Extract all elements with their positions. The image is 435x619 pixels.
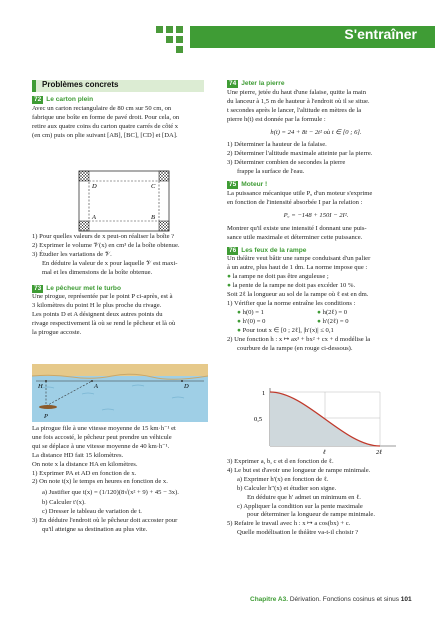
text-line: Soit 2ℓ la longueur au sol de la rampe où ℓ est en dm. [227,291,369,299]
condition: Pour tout x ∈ [0 ; 2ℓ], |h′(x)| ≤ 0,1 [242,326,334,334]
text-line: qui se déplace à une vitesse moyenne de 40 km·h⁻¹. [32,442,170,450]
page-title: S'entraîner [344,26,417,42]
text-line: Avec un carton rectangulaire de 80 cm sur 50 cm, on [32,104,172,112]
exercise-number: 72 [34,96,42,103]
bullet-text: la pente de la rampe ne doit pas excéder 10 %. [232,282,356,290]
point-label-p: P [44,413,48,420]
question: 5) Refaire le travail avec h : x ↦ a cos(bx) + c. [227,520,351,528]
question: 4) Le but est d'avoir une longueur de rampe minimale. [227,466,371,474]
question-cont: En déduire que h′ admet un minimum en ℓ. [247,493,361,501]
formula: h(t) = 24 + 8t − 2t² où t ∈ [0 ; 6]. [270,128,362,136]
exercise-number: 76 [229,246,237,254]
question: 3) Exprimer a, b, c et d en fonction de ℓ. [227,458,334,465]
exercise-number: 75 [229,181,237,189]
text-line: à un autre, plus haut de 1 dm. La norme impose que : [227,264,368,272]
question-cont: mal et les dimensions de la boîte obtenue. [42,268,153,276]
x-tick-l: ℓ [323,449,326,456]
deco-square [176,26,183,33]
left-column-bottom [32,425,210,535]
point-label-a: A [92,214,96,221]
exercise-title: Moteur ! [241,181,268,189]
text-line: 3 kilomètres du point H le plus proche du rivage. [32,302,162,310]
text-line: une fois accosté, le pêcheur peut prendre un véhicule [32,433,172,441]
text-line: Les points D et A désignent deux autres points du [32,311,163,319]
exercise-title: Le carton plein [46,96,94,103]
condition: h′(0) = 0 [242,317,266,325]
text-line: La puissance mécanique utile Pᵤ d'un moteur s'exprime [227,189,373,197]
section-header [32,80,204,92]
point-label-a: A [94,383,98,390]
text-line: Montrer qu'il existe une intensité I donnant une puis- [227,224,367,232]
question: 2) On note t(x) le temps en heures en fonction de x. [32,478,168,486]
text-line: Un théâtre veut bâtir une rampe conduisant d'un palier [227,255,371,263]
formula: Pᵤ = −148 + 150I − 2I². [283,211,349,219]
question: 1) Déterminer la hauteur de la falaise. [227,141,327,149]
deco-square [166,36,173,43]
question-sub: a) Exprimer h′(x) en fonction de ℓ. [237,475,329,483]
carton-figure [78,170,170,232]
text-line: On note x la distance HA en kilomètres. [32,460,138,468]
question-sub: b) Calculer t′(x). [42,499,86,507]
question: 3) Déterminer combien de secondes la pierre [227,159,346,167]
point-label-c: C [151,183,156,190]
left-column-questions [32,233,210,338]
text-line: Une pirogue, représentée par le point P ci-après, est à [32,293,173,301]
right-column [227,80,405,354]
footer-title: Dérivation. Fonctions cosinus et sinus [289,596,399,603]
question: 2) Une fonction h : x ↦ ax³ + bx² + cx + d modélise la [227,335,371,343]
y-tick-1: 1 [262,390,266,397]
question-sub: a) Justifier que t(x) = (1/120)(8√(x² + 9) + 45 − 3x). [42,489,179,497]
x-tick-2l: 2ℓ [376,449,382,456]
y-tick-05: 0,5 [254,416,263,423]
question: 1) Vérifier que la norme entraîne les conditions : [227,299,356,307]
text-line: sance utile maximale et déterminer cette puissance. [227,233,363,241]
bullet-icon: ● [237,308,243,316]
question: 2) Exprimer le volume 𝒱(x) en cm³ de la boîte obtenue. [32,241,180,249]
bullet-text: la rampe ne doit pas être anguleuse ; [232,273,329,281]
pirogue-figure [32,364,208,422]
condition: h(2ℓ) = 0 [322,308,348,316]
bullet-icon: ● [227,282,233,290]
deco-square [166,26,173,33]
bullet-icon: ● [237,326,243,334]
text-line: fabrique une boîte en forme de pavé droit. Pour cela, on [32,113,180,121]
bullet-icon: ● [317,317,323,325]
question-cont: qu'il atteigne sa destination au plus vite. [42,526,148,534]
text-line: La distance HD fait 15 kilomètres. [32,451,124,459]
question-sub: b) Calculer h″(x) et étudier son signe. [237,484,337,492]
right-column-bottom [227,458,407,538]
footer-chapter: Chapitre A3. [250,596,289,603]
text-line: (en cm) puis on plie suivant [AB], [BC], [CD] et [DA]. [32,131,178,139]
text-line: retire aux quatre coins du carton quatre carrés de côté x [32,122,179,130]
exercise-title: Les feux de la rampe [241,246,307,254]
question-cont: pour déterminer la longueur de rampe minimale. [247,511,375,519]
condition: h(0) = 1 [242,308,264,316]
exercise-number: 73 [34,284,42,292]
question-cont: frappe la surface de l'eau. [237,168,305,176]
point-label-d: D [184,383,189,390]
text-line: La pirogue file à une vitesse moyenne de 15 km·h⁻¹ et [32,425,176,432]
text-line: rivage respectivement là où se rend le pêcheur et là où [32,320,176,328]
ramp-graph [250,384,400,456]
question: 3) Étudier les variations de 𝒱. [32,250,112,258]
text-line: Une pierre, jetée du haut d'une falaise, quitte la main [227,88,367,96]
question-sub: c) Appliquer la condition sur la pente maximale [237,502,363,510]
text-line: t secondes après le lancer, l'altitude en mètres de la [227,106,362,114]
page-footer [250,596,412,605]
left-column [32,96,207,141]
deco-square [176,36,183,43]
text-line: la pirogue accoste. [32,329,82,337]
question: 3) En déduire l'endroit où le pêcheur doit accoster pour [32,517,178,525]
header-banner [190,26,435,48]
exercise-title: Le pêcheur met le turbo [46,284,121,292]
deco-square [176,46,183,53]
question-cont: En déduire la valeur de x pour laquelle 𝒱 est maxi- [42,259,178,267]
point-label-b: B [151,214,155,221]
question-sub: c) Dresser le tableau de variation de t. [42,508,142,516]
text-line: en fonction de l'intensité absorbée I par la relation : [227,198,363,206]
bullet-icon: ● [237,317,243,325]
question-cont: courbure de la rampe (en rouge ci-dessous). [237,344,353,352]
text-line: du lanceur à 1,5 m de hauteur à l'endroit où il se situe. [227,97,370,105]
bullet-icon: ● [317,308,323,316]
exercise-number: 74 [229,80,237,87]
question-cont: Quelle modélisation le théâtre va-t-il choisir ? [237,529,359,537]
bullet-icon: ● [227,273,233,281]
page-number: 101 [400,596,412,603]
section-title: Problèmes concrets [42,80,119,89]
question: 1) Pour quelles valeurs de x peut-on réaliser la boîte ? [32,233,175,240]
point-label-h: H [38,383,43,390]
condition: h′(2ℓ) = 0 [322,317,349,325]
exercise-title: Jeter la pierre [241,80,285,87]
question: 1) Exprimer PA et AD en fonction de x. [32,469,137,477]
deco-square [156,26,163,33]
point-label-d: D [92,183,97,190]
text-line: pierre h(t) est donnée par la formule : [227,115,326,123]
question: 2) Déterminer l'altitude maximale atteinte par la pierre. [227,150,373,158]
